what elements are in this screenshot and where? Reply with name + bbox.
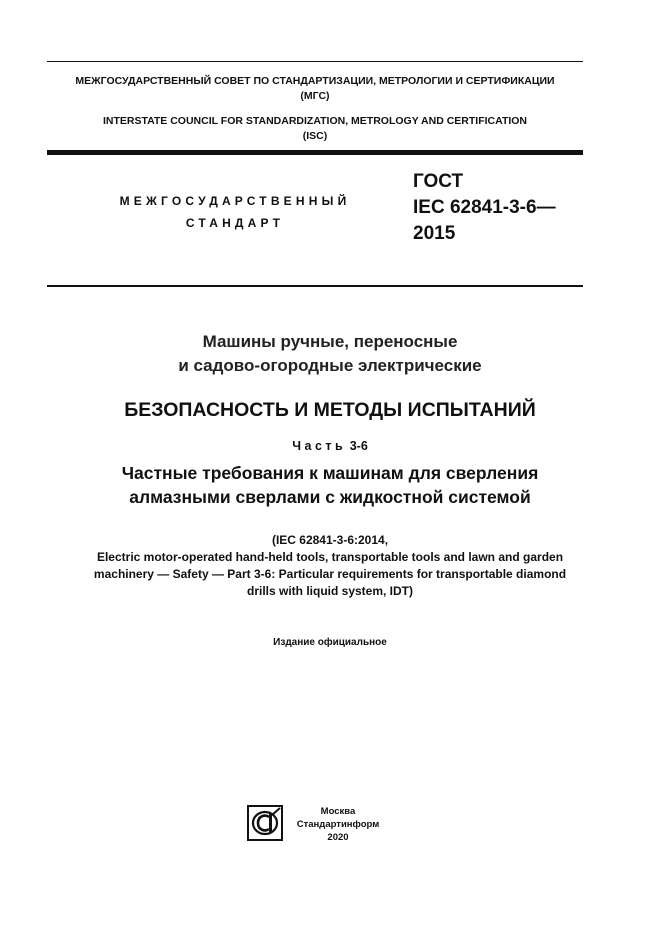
machines-title-line2: и садово-огородные электрические: [178, 356, 482, 375]
iec-reference-line2: Electric motor-operated hand-held tools, transportable tools and lawn and garden: [96, 550, 564, 564]
safety-title: БЕЗОПАСНОСТЬ И МЕТОДЫ ИСПЫТАНИЙ: [124, 399, 536, 421]
council-en-name: INTERSTATE COUNCIL FOR STANDARDIZATION, METROLOGY AND CERTIFICATION: [102, 115, 528, 127]
gost-designation: [413, 169, 593, 247]
iec-reference-line3: machinery — Safety — Part 3-6: Particular requirements for transportable diamond: [93, 567, 567, 581]
header-divider-rule: [47, 150, 583, 155]
iec-reference-line1: (IEC 62841-3-6:2014,: [271, 533, 389, 547]
standard-kind: [100, 190, 370, 234]
machines-title-line1: Машины ручные, переносные: [202, 332, 458, 351]
part-number: 3-6: [349, 439, 368, 453]
gost-number: IEC 62841-3-6—: [413, 197, 556, 218]
particular-requirements-title: [47, 461, 613, 509]
title-divider-rule: [47, 285, 583, 287]
iec-reference: [47, 532, 613, 600]
iec-reference-line4: drills with liquid system, IDT): [246, 584, 414, 598]
council-ru-block: [47, 74, 583, 104]
publisher-year: 2020: [327, 832, 349, 843]
machines-title: [47, 330, 613, 378]
standard-kind-line2: СТАНДАРТ: [185, 216, 285, 230]
council-en-block: [47, 114, 583, 144]
council-ru-name: МЕЖГОСУДАРСТВЕННЫЙ СОВЕТ ПО СТАНДАРТИЗАЦИИ, МЕТРОЛОГИИ И СЕРТИФИКАЦИИ: [75, 75, 555, 87]
particular-title-line1: Частные требования к машинам для сверления: [121, 463, 539, 483]
gost-year: 2015: [413, 223, 456, 244]
standard-kind-line1: МЕЖГОСУДАРСТВЕННЫЙ: [119, 194, 351, 208]
part-word: Часть: [292, 439, 347, 453]
particular-title-line2: алмазными сверлами с жидкостной системой: [129, 487, 531, 507]
council-en-abbr: (ISC): [302, 130, 328, 142]
publisher-logo-icon: [247, 805, 283, 841]
council-ru-abbr: (МГС): [300, 90, 330, 102]
publisher-imprint: [288, 805, 388, 844]
publisher-city: Москва: [320, 806, 356, 817]
publisher-name: Стандартинформ: [296, 819, 380, 830]
edition-note: Издание официальное: [273, 637, 387, 648]
part-label: [47, 437, 613, 455]
top-rule: [47, 61, 583, 62]
gost-label: ГОСТ: [413, 171, 464, 192]
